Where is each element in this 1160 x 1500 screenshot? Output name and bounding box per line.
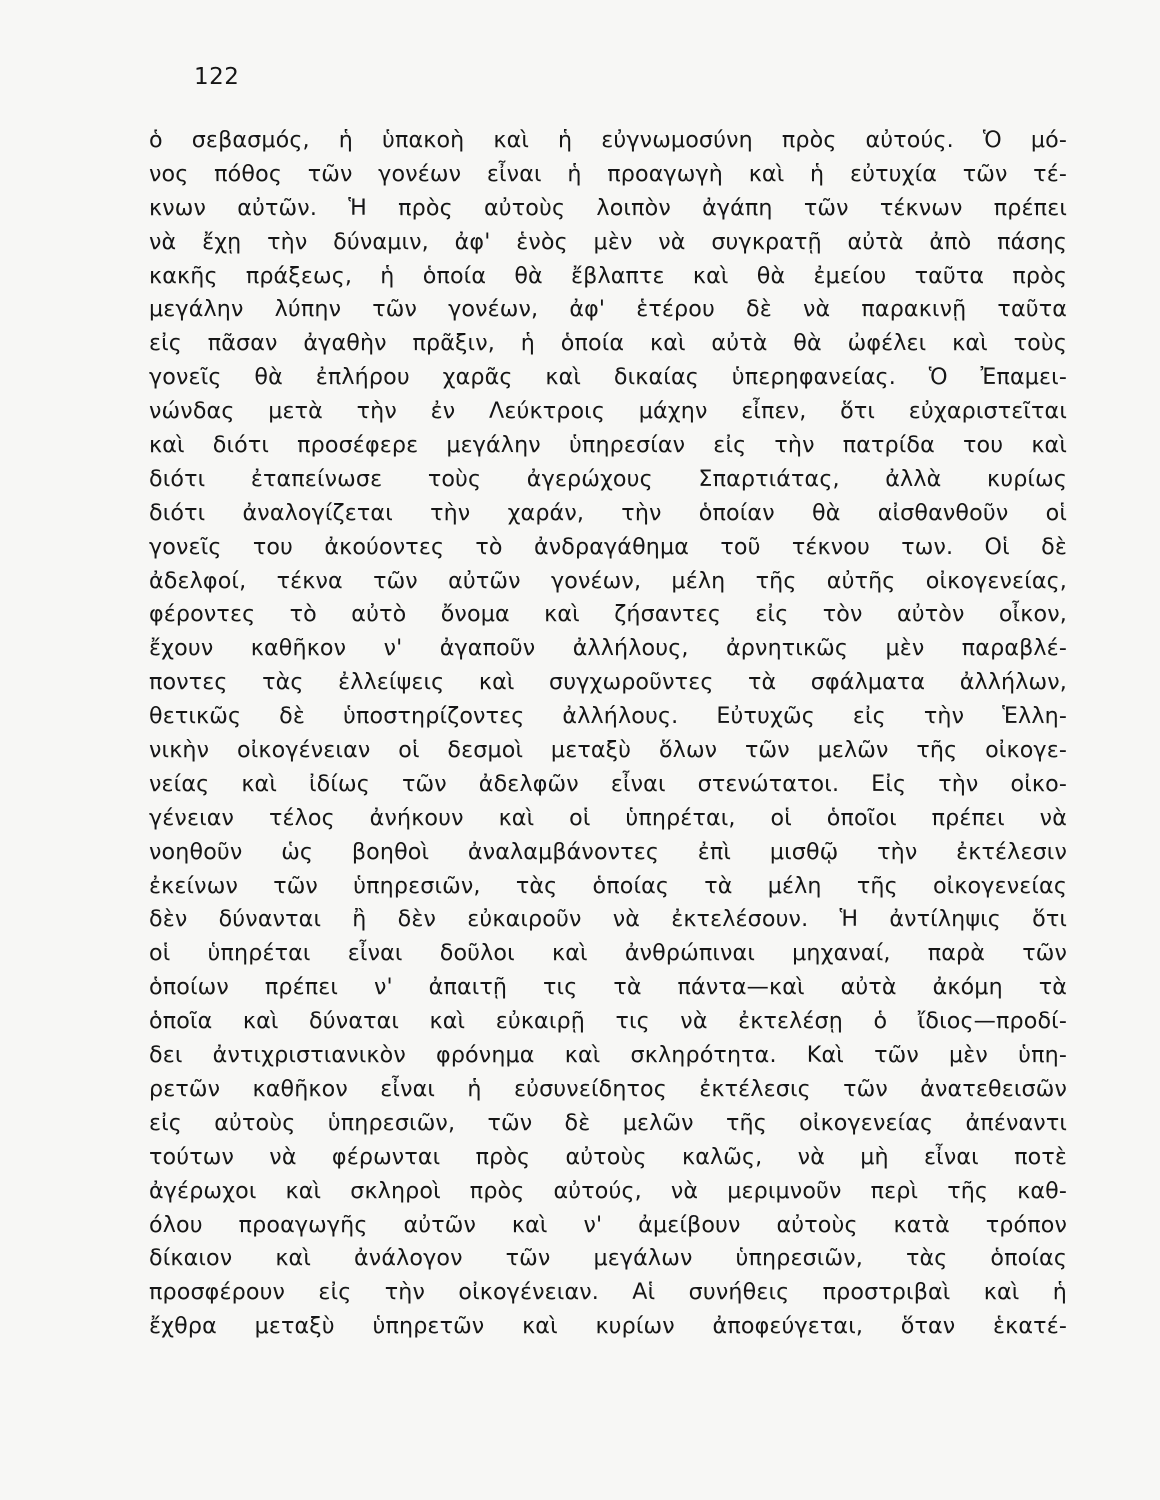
text-line: νὰ ἔχῃ τὴν δύναμιν, ἀφ' ἑνὸς μὲν νὰ συγκρατῇ αὐτὰ ἀπὸ πάσης — [149, 228, 1067, 255]
text-line: ὁ σεβασμός, ἡ ὑπακοὴ καὶ ἡ εὐγνωμοσύνη πρὸς αὐτούς. Ὁ μό- — [149, 127, 1067, 153]
text-line: μεγάλην λύπην τῶν γονέων, ἀφ' ἑτέρου δὲ νὰ παρακινῇ ταῦτα — [149, 296, 1067, 323]
text-line: νικὴν οἰκογένειαν οἱ δεσμοὶ μεταξὺ ὅλων τῶν μελῶν τῆς οἰκογε- — [149, 737, 1067, 764]
text-line: νοηθοῦν ὡς βοηθοὶ ἀναλαμβάνοντες ἐπὶ μισθῷ τὴν ἐκτέλεσιν — [149, 838, 1067, 865]
text-line: θετικῶς δὲ ὑποστηρίζοντες ἀλλήλους. Εὐτυχῶς εἰς τὴν Ἑλλη- — [149, 703, 1067, 730]
text-line: ἀδελφοί, τέκνα τῶν αὐτῶν γονέων, μέλη τῆς αὐτῆς οἰκογενείας, — [149, 567, 1067, 594]
text-line: εἰς πᾶσαν ἀγαθὴν πρᾶξιν, ἡ ὁποία καὶ αὐτὰ θὰ ὠφέλει καὶ τοὺς — [149, 330, 1067, 357]
body-text — [149, 124, 1067, 1344]
text-line: καὶ διότι προσέφερε μεγάλην ὑπηρεσίαν εἰς τὴν πατρίδα του καὶ — [149, 432, 1067, 459]
text-line: φέροντες τὸ αὐτὸ ὄνομα καὶ ζήσαντες εἰς τὸν αὐτὸν οἶκον, — [149, 601, 1067, 628]
text-line: γένειαν τέλος ἀνήκουν καὶ οἱ ὑπηρέται, οἱ ὁποῖοι πρέπει νὰ — [149, 804, 1067, 831]
text-line: ἐκείνων τῶν ὑπηρεσιῶν, τὰς ὁποίας τὰ μέλη τῆς οἰκογενείας — [149, 872, 1067, 899]
text-line: όλου προαγωγῆς αὐτῶν καὶ ν' ἀμείβουν αὐτοὺς κατὰ τρόπον — [149, 1211, 1067, 1238]
text-line: εἰς αὐτοὺς ὑπηρεσιῶν, τῶν δὲ μελῶν τῆς οἰκογενείας ἀπέναντι — [149, 1109, 1067, 1136]
text-line: τούτων νὰ φέρωνται πρὸς αὐτοὺς καλῶς, νὰ μὴ εἶναι ποτὲ — [149, 1143, 1067, 1170]
text-line: ποντες τὰς ἐλλείψεις καὶ συγχωροῦντες τὰ σφάλματα ἀλλήλων, — [149, 669, 1067, 696]
text-line: ὁποίων πρέπει ν' ἀπαιτῇ τις τὰ πάντα—καὶ αὐτὰ ἀκόμη τὰ — [149, 974, 1067, 1001]
text-line: διότι ἐταπείνωσε τοὺς ἀγερώχους Σπαρτιάτας, ἀλλὰ κυρίως — [149, 465, 1067, 492]
text-line: ἔχουν καθῆκον ν' ἀγαποῦν ἀλλήλους, ἀρνητικῶς μὲν παραβλέ- — [149, 635, 1067, 662]
text-line: διότι ἀναλογίζεται τὴν χαράν, τὴν ὁποίαν θὰ αἰσθανθοῦν οἱ — [149, 499, 1067, 526]
text-line: ἀγέρωχοι καὶ σκληροὶ πρὸς αὐτούς, νὰ μεριμνοῦν περὶ τῆς καθ- — [149, 1177, 1067, 1204]
text-line: προσφέρουν εἰς τὴν οἰκογένειαν. Αἱ συνήθεις προστριβαὶ καὶ ἡ — [149, 1279, 1067, 1306]
text-line: νώνδας μετὰ τὴν ἐν Λεύκτροις μάχην εἶπεν, ὅτι εὐχαριστεῖται — [149, 398, 1067, 425]
text-line: κνων αὐτῶν. Ἡ πρὸς αὐτοὺς λοιπὸν ἀγάπη τῶν τέκνων πρέπει — [149, 194, 1067, 221]
text-line: γονεῖς του ἀκούοντες τὸ ἀνδραγάθημα τοῦ τέκνου των. Οἱ δὲ — [149, 533, 1067, 560]
text-line: ὁποῖα καὶ δύναται καὶ εὐκαιρῇ τις νὰ ἐκτελέσῃ ὁ ἴδιος—προδί- — [149, 1008, 1067, 1035]
text-line: νος πόθος τῶν γονέων εἶναι ἡ προαγωγὴ καὶ ἡ εὐτυχία τῶν τέ- — [149, 160, 1067, 187]
text-line: ἔχθρα μεταξὺ ὑπηρετῶν καὶ κυρίων ἀποφεύγεται, ὅταν ἑκατέ- — [149, 1313, 1067, 1340]
text-line: οἱ ὑπηρέται εἶναι δοῦλοι καὶ ἀνθρώπιναι μηχαναί, παρὰ τῶν — [149, 940, 1067, 967]
text-line: δίκαιον καὶ ἀνάλογον τῶν μεγάλων ὑπηρεσιῶν, τὰς ὁποίας — [149, 1245, 1067, 1272]
text-line: κακῆς πράξεως, ἡ ὁποία θὰ ἔβλαπτε καὶ θὰ ἐμείου ταῦτα πρὸς — [149, 262, 1067, 289]
page-number: 122 — [194, 64, 240, 90]
text-line: δὲν δύνανται ἢ δὲν εὐκαιροῦν νὰ ἐκτελέσουν. Ἡ ἀντίληψις ὅτι — [149, 906, 1067, 933]
text-line: δει ἀντιχριστιανικὸν φρόνημα καὶ σκληρότητα. Καὶ τῶν μὲν ὑπη- — [149, 1042, 1067, 1069]
text-line: ρετῶν καθῆκον εἶναι ἡ εὐσυνείδητος ἐκτέλεσις τῶν ἀνατεθεισῶν — [149, 1075, 1067, 1102]
text-line: νείας καὶ ἰδίως τῶν ἀδελφῶν εἶναι στενώτατοι. Εἰς τὴν οἰκο- — [149, 770, 1067, 797]
text-line: γονεῖς θὰ ἐπλήρου χαρᾶς καὶ δικαίας ὑπερηφανείας. Ὁ Ἐπαμει- — [149, 364, 1067, 391]
